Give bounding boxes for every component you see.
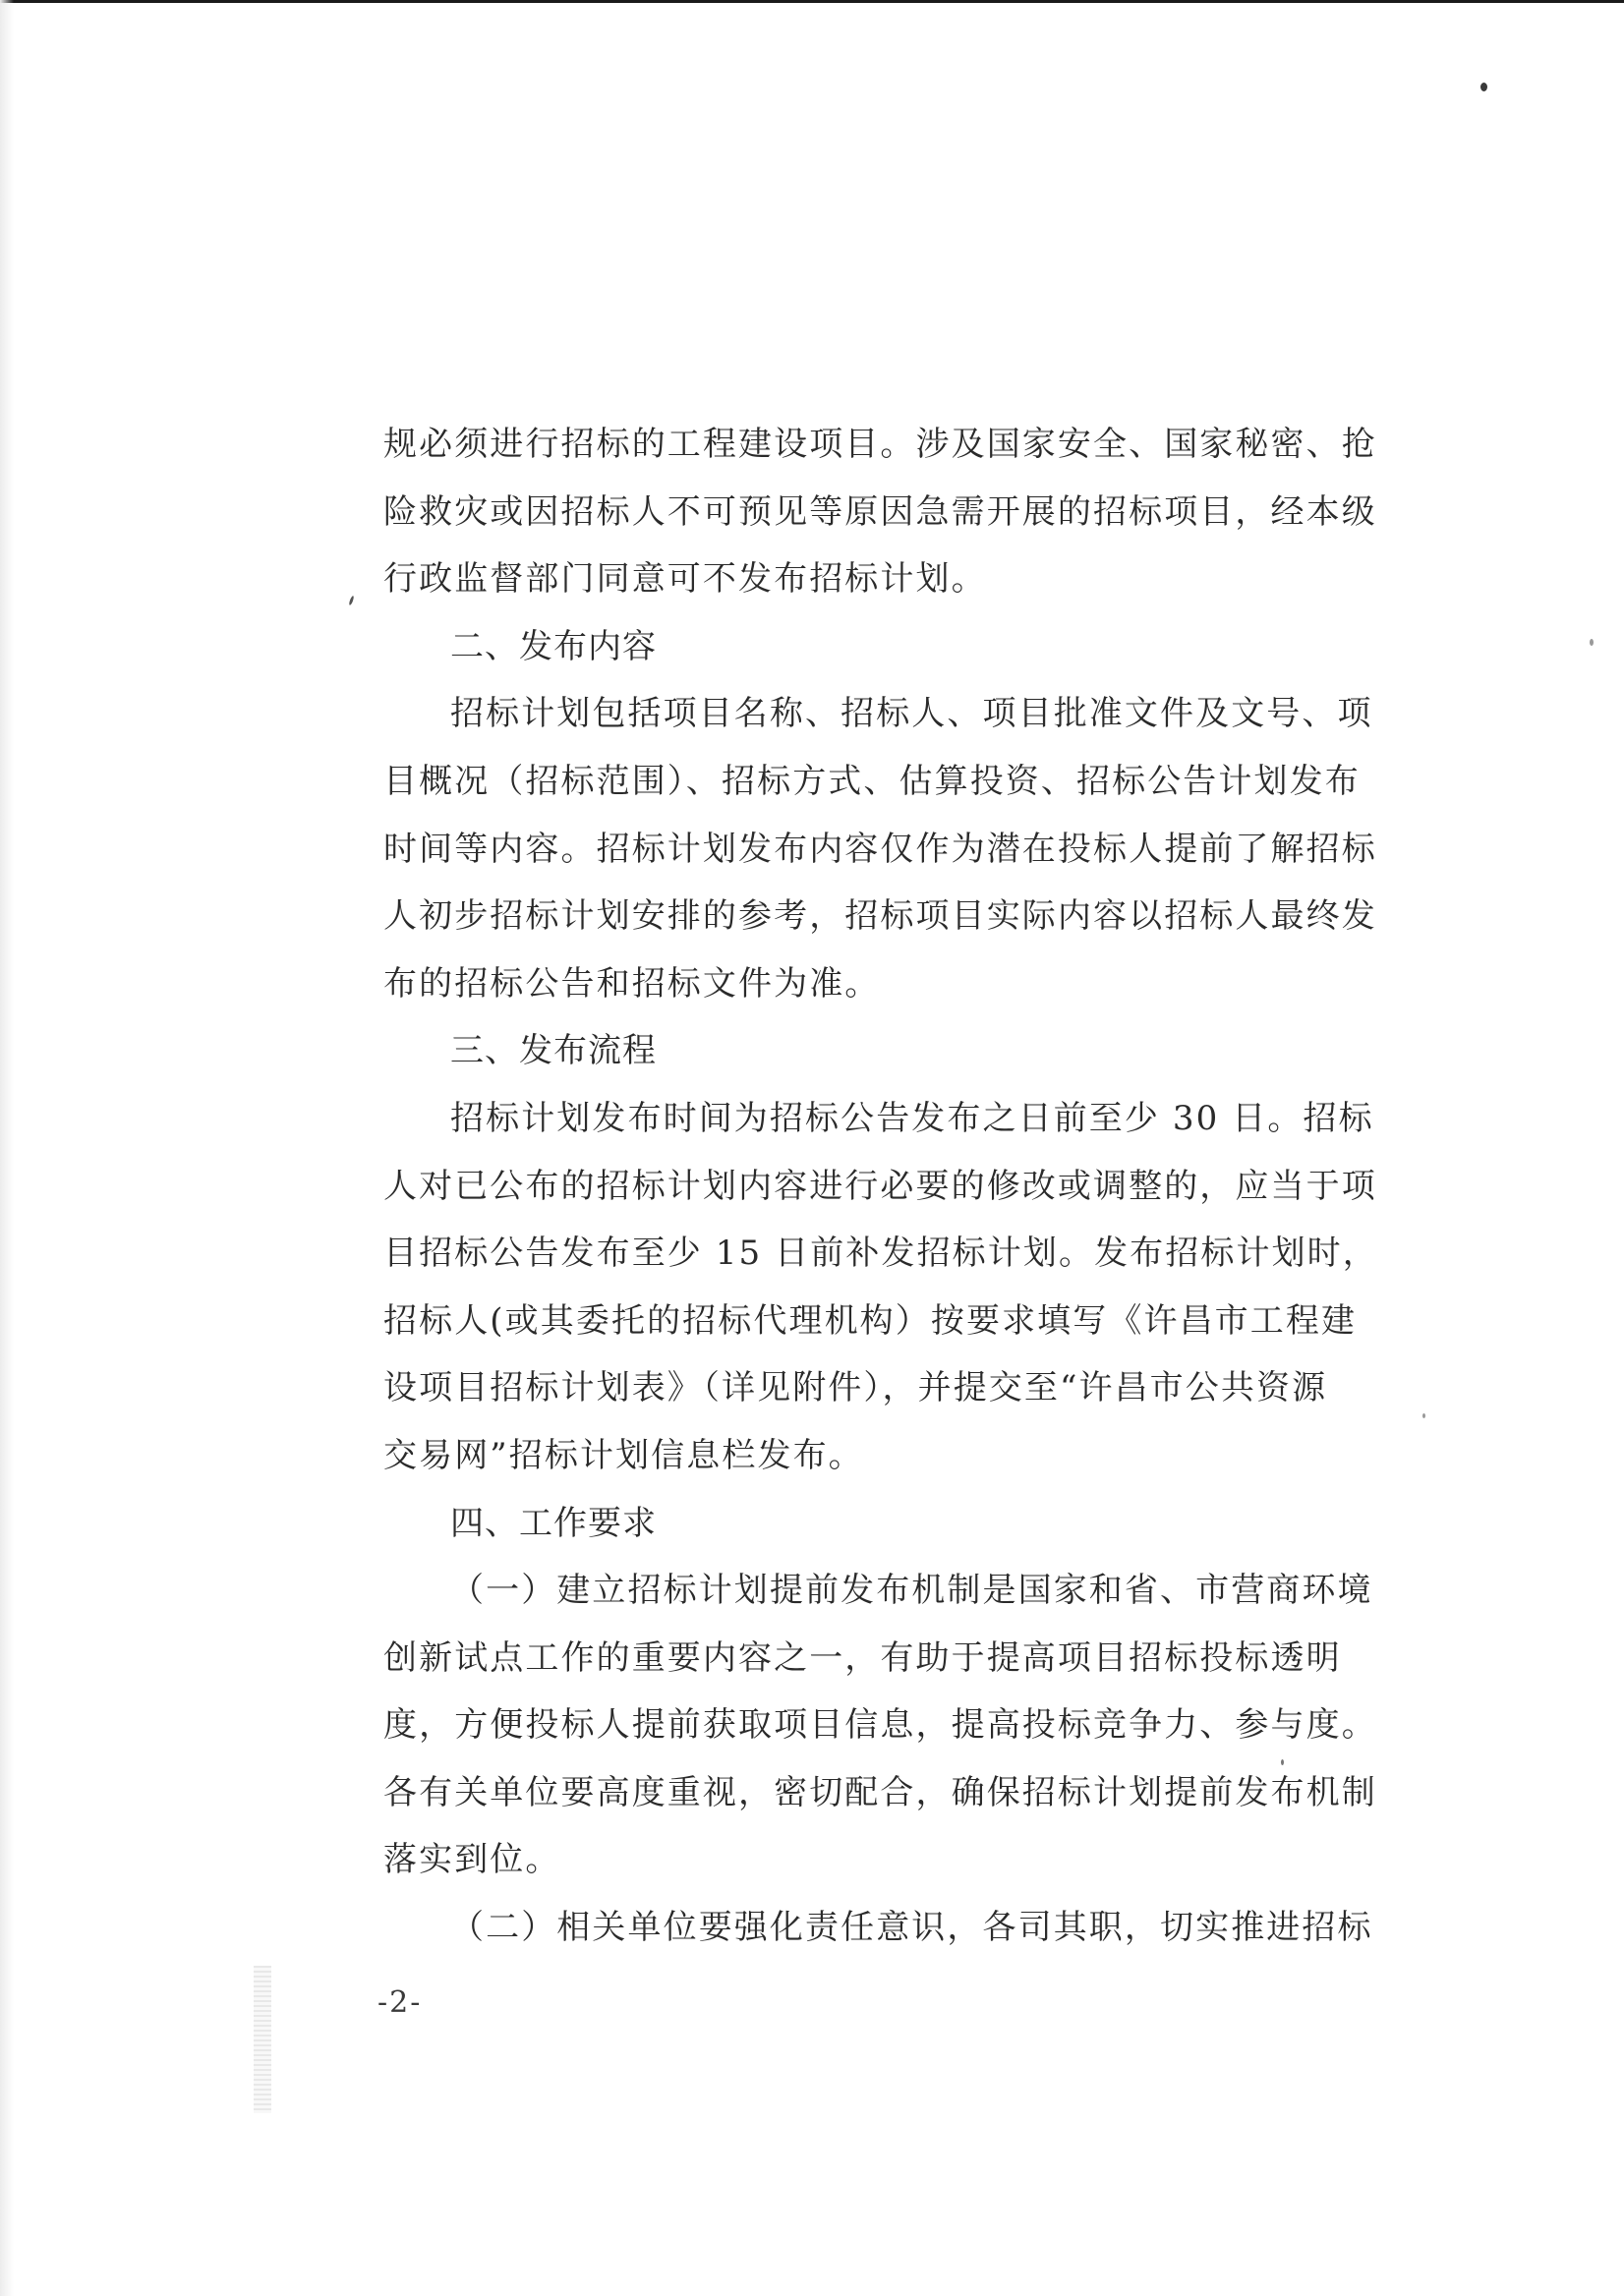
- paragraph-first-line: （二）相关单位要强化责任意识，各司其职，切实推进招标: [450, 1908, 1373, 1948]
- scan-edge-texture: [254, 1966, 271, 2113]
- body-line: 目概况（招标范围）、招标方式、估算投资、招标公告计划发布: [383, 761, 1361, 801]
- scan-speck: [1480, 83, 1487, 91]
- scan-speck: [1422, 1413, 1425, 1418]
- scan-top-edge: [0, 0, 1624, 3]
- body-line: 目招标公告发布至少 15 日前补发招标计划。发布招标计划时，: [383, 1234, 1378, 1274]
- section-heading: 三、发布流程: [450, 1031, 657, 1071]
- body-line: 规必须进行招标的工程建设项目。涉及国家安全、国家秘密、抢: [383, 425, 1377, 464]
- body-line: 人对已公布的招标计划内容进行必要的修改或调整的，应当于项: [383, 1166, 1377, 1206]
- body-line: 各有关单位要高度重视，密切配合，确保招标计划提前发布机制: [383, 1772, 1377, 1812]
- scan-speck: [348, 596, 354, 605]
- scan-speck: [1281, 1759, 1284, 1765]
- body-line: 人初步招标计划安排的参考，招标项目实际内容以招标人最终发: [383, 896, 1377, 937]
- body-line: 行政监督部门同意可不发布招标计划。: [383, 559, 987, 600]
- paragraph-first-line: 招标计划包括项目名称、招标人、项目批准文件及文号、项: [450, 694, 1373, 734]
- body-line: 度，方便投标人提前获取项目信息，提高投标竞争力、参与度。: [383, 1705, 1377, 1746]
- page-number: -2-: [377, 1985, 423, 2020]
- body-line: 交易网”招标计划信息栏发布。: [383, 1435, 864, 1475]
- paragraph-first-line: （一）建立招标计划提前发布机制是国家和省、市营商环境: [450, 1571, 1373, 1611]
- body-line: 时间等内容。招标计划发布内容仅作为潜在投标人提前了解招标: [383, 829, 1377, 869]
- body-line: 落实到位。: [383, 1840, 561, 1880]
- body-line: 险救灾或因招标人不可预见等原因急需开展的招标项目，经本级: [383, 491, 1377, 532]
- section-heading: 四、工作要求: [450, 1503, 657, 1543]
- document-body: [383, 411, 1378, 1962]
- scan-left-shadow: [0, 0, 14, 2296]
- body-line: 设项目招标计划表》（详见附件），并提交至“许昌市公共资源: [383, 1368, 1328, 1408]
- section-heading: 二、发布内容: [450, 626, 657, 666]
- body-line: 创新试点工作的重要内容之一，有助于提高项目招标投标透明: [383, 1637, 1342, 1678]
- body-line: 招标人(或其委托的招标代理机构）按要求填写《许昌市工程建: [383, 1300, 1358, 1341]
- scan-speck: [1590, 639, 1594, 646]
- paragraph-first-line: 招标计划发布时间为招标公告发布之日前至少 30 日。招标: [450, 1098, 1374, 1138]
- body-line: 布的招标公告和招标文件为准。: [383, 963, 881, 1004]
